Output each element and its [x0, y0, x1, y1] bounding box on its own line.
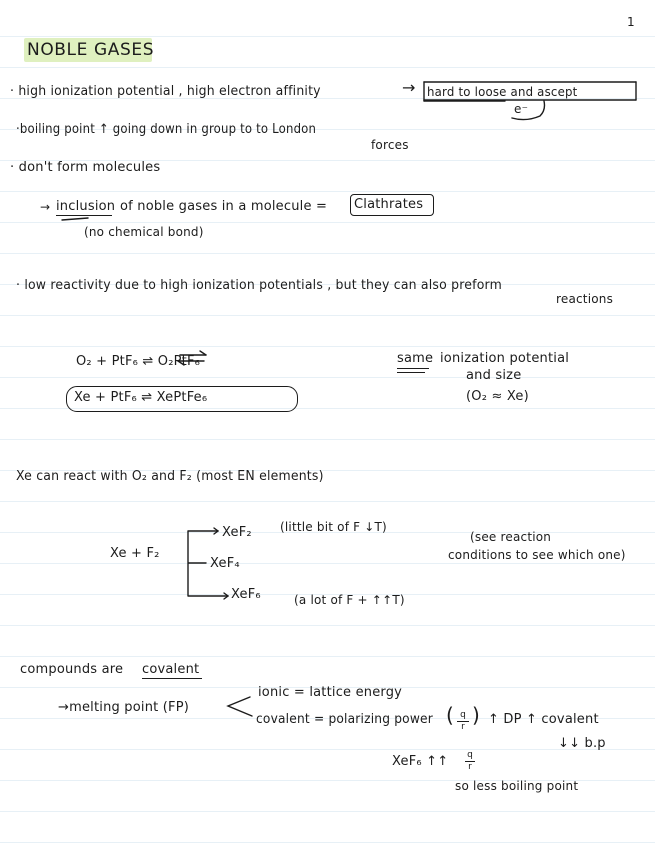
bullet-ionization: · high ionization potential , high electron affinity [10, 84, 321, 99]
equation-o2-ptf6: O₂ + PtF₆ ⇌ O₂PtF₆ [76, 354, 201, 369]
arrow-right-icon: → [40, 200, 51, 214]
product-xef4: XeF₄ [210, 556, 240, 571]
product-xef6-note: (a lot of F + ↑↑T) [294, 593, 405, 607]
inclusion-word: inclusion [56, 199, 116, 214]
bullet-no-molecules: · don't form molecules [10, 160, 161, 175]
boxed-note: hard to loose and ascept [427, 85, 578, 99]
same-word: same [397, 351, 434, 366]
bullet-low-reactivity-cont: reactions [556, 292, 614, 306]
electron-label: e⁻ [514, 102, 529, 116]
melting-fork [228, 697, 252, 716]
ionic-line: ionic = lattice energy [258, 685, 403, 700]
boiling-point-down: ↓↓ b.p [558, 736, 606, 751]
melting-point: →melting point (FP) [58, 700, 190, 715]
o2-xe-note: (O₂ ≈ Xe) [466, 389, 529, 404]
product-xef6: XeF₆ [231, 587, 261, 602]
product-xef2: XeF₂ [222, 525, 252, 540]
no-bond-note: (no chemical bond) [84, 225, 204, 239]
covalent-line: covalent = polarizing power [256, 712, 433, 727]
xef6-fraction-r: r [468, 762, 472, 772]
xef6-fraction-q: q [467, 750, 473, 760]
and-size-note: and size [466, 368, 522, 383]
product-xef2-note: (little bit of F ↓T) [280, 520, 387, 534]
paren-open: ( [446, 703, 455, 727]
paren-close: ) [472, 703, 481, 727]
less-boiling-point: so less boiling point [455, 779, 579, 793]
inclusion-rest: of noble gases in a molecule = [120, 199, 328, 214]
bullet-boiling-point: ·boiling point ↑ going down in group to to London [16, 122, 317, 137]
xef6-note: XeF₆ ↑↑ [392, 754, 449, 769]
side-note-2: conditions to see which one) [448, 548, 626, 562]
bullet-low-reactivity: · low reactivity due to high ionization potentials , but they can also preform [16, 278, 502, 293]
equation-xe-ptf6: Xe + PtF₆ ⇌ XePtFe₆ [74, 390, 208, 405]
fraction-r: r [461, 722, 465, 732]
ionization-note: ionization potential [440, 351, 570, 366]
equilibrium-arrowhead-top [200, 351, 206, 355]
page-number: 1 [627, 15, 635, 29]
side-note-1: (see reaction [470, 530, 552, 544]
covalent-word: covalent [142, 662, 200, 677]
inclusion-underline [56, 215, 112, 216]
same-underline-1 [397, 368, 429, 369]
covalent-underline [142, 678, 202, 679]
clathrates-label: Clathrates [354, 197, 424, 212]
branch-reactants: Xe + F₂ [110, 546, 160, 561]
bullet-boiling-point-cont: forces [371, 138, 409, 152]
compounds-are: compounds are [20, 662, 124, 677]
fraction-q: q [460, 710, 466, 720]
covalent-result: ↑ DP ↑ covalent [488, 712, 599, 727]
arrow-right-icon: → [402, 78, 416, 97]
same-underline-2 [397, 372, 425, 373]
page-title: NOBLE GASES [27, 40, 155, 60]
xe-react-line: Xe can react with O₂ and F₂ (most EN elements) [16, 469, 324, 484]
no-bond-stroke [62, 218, 88, 220]
